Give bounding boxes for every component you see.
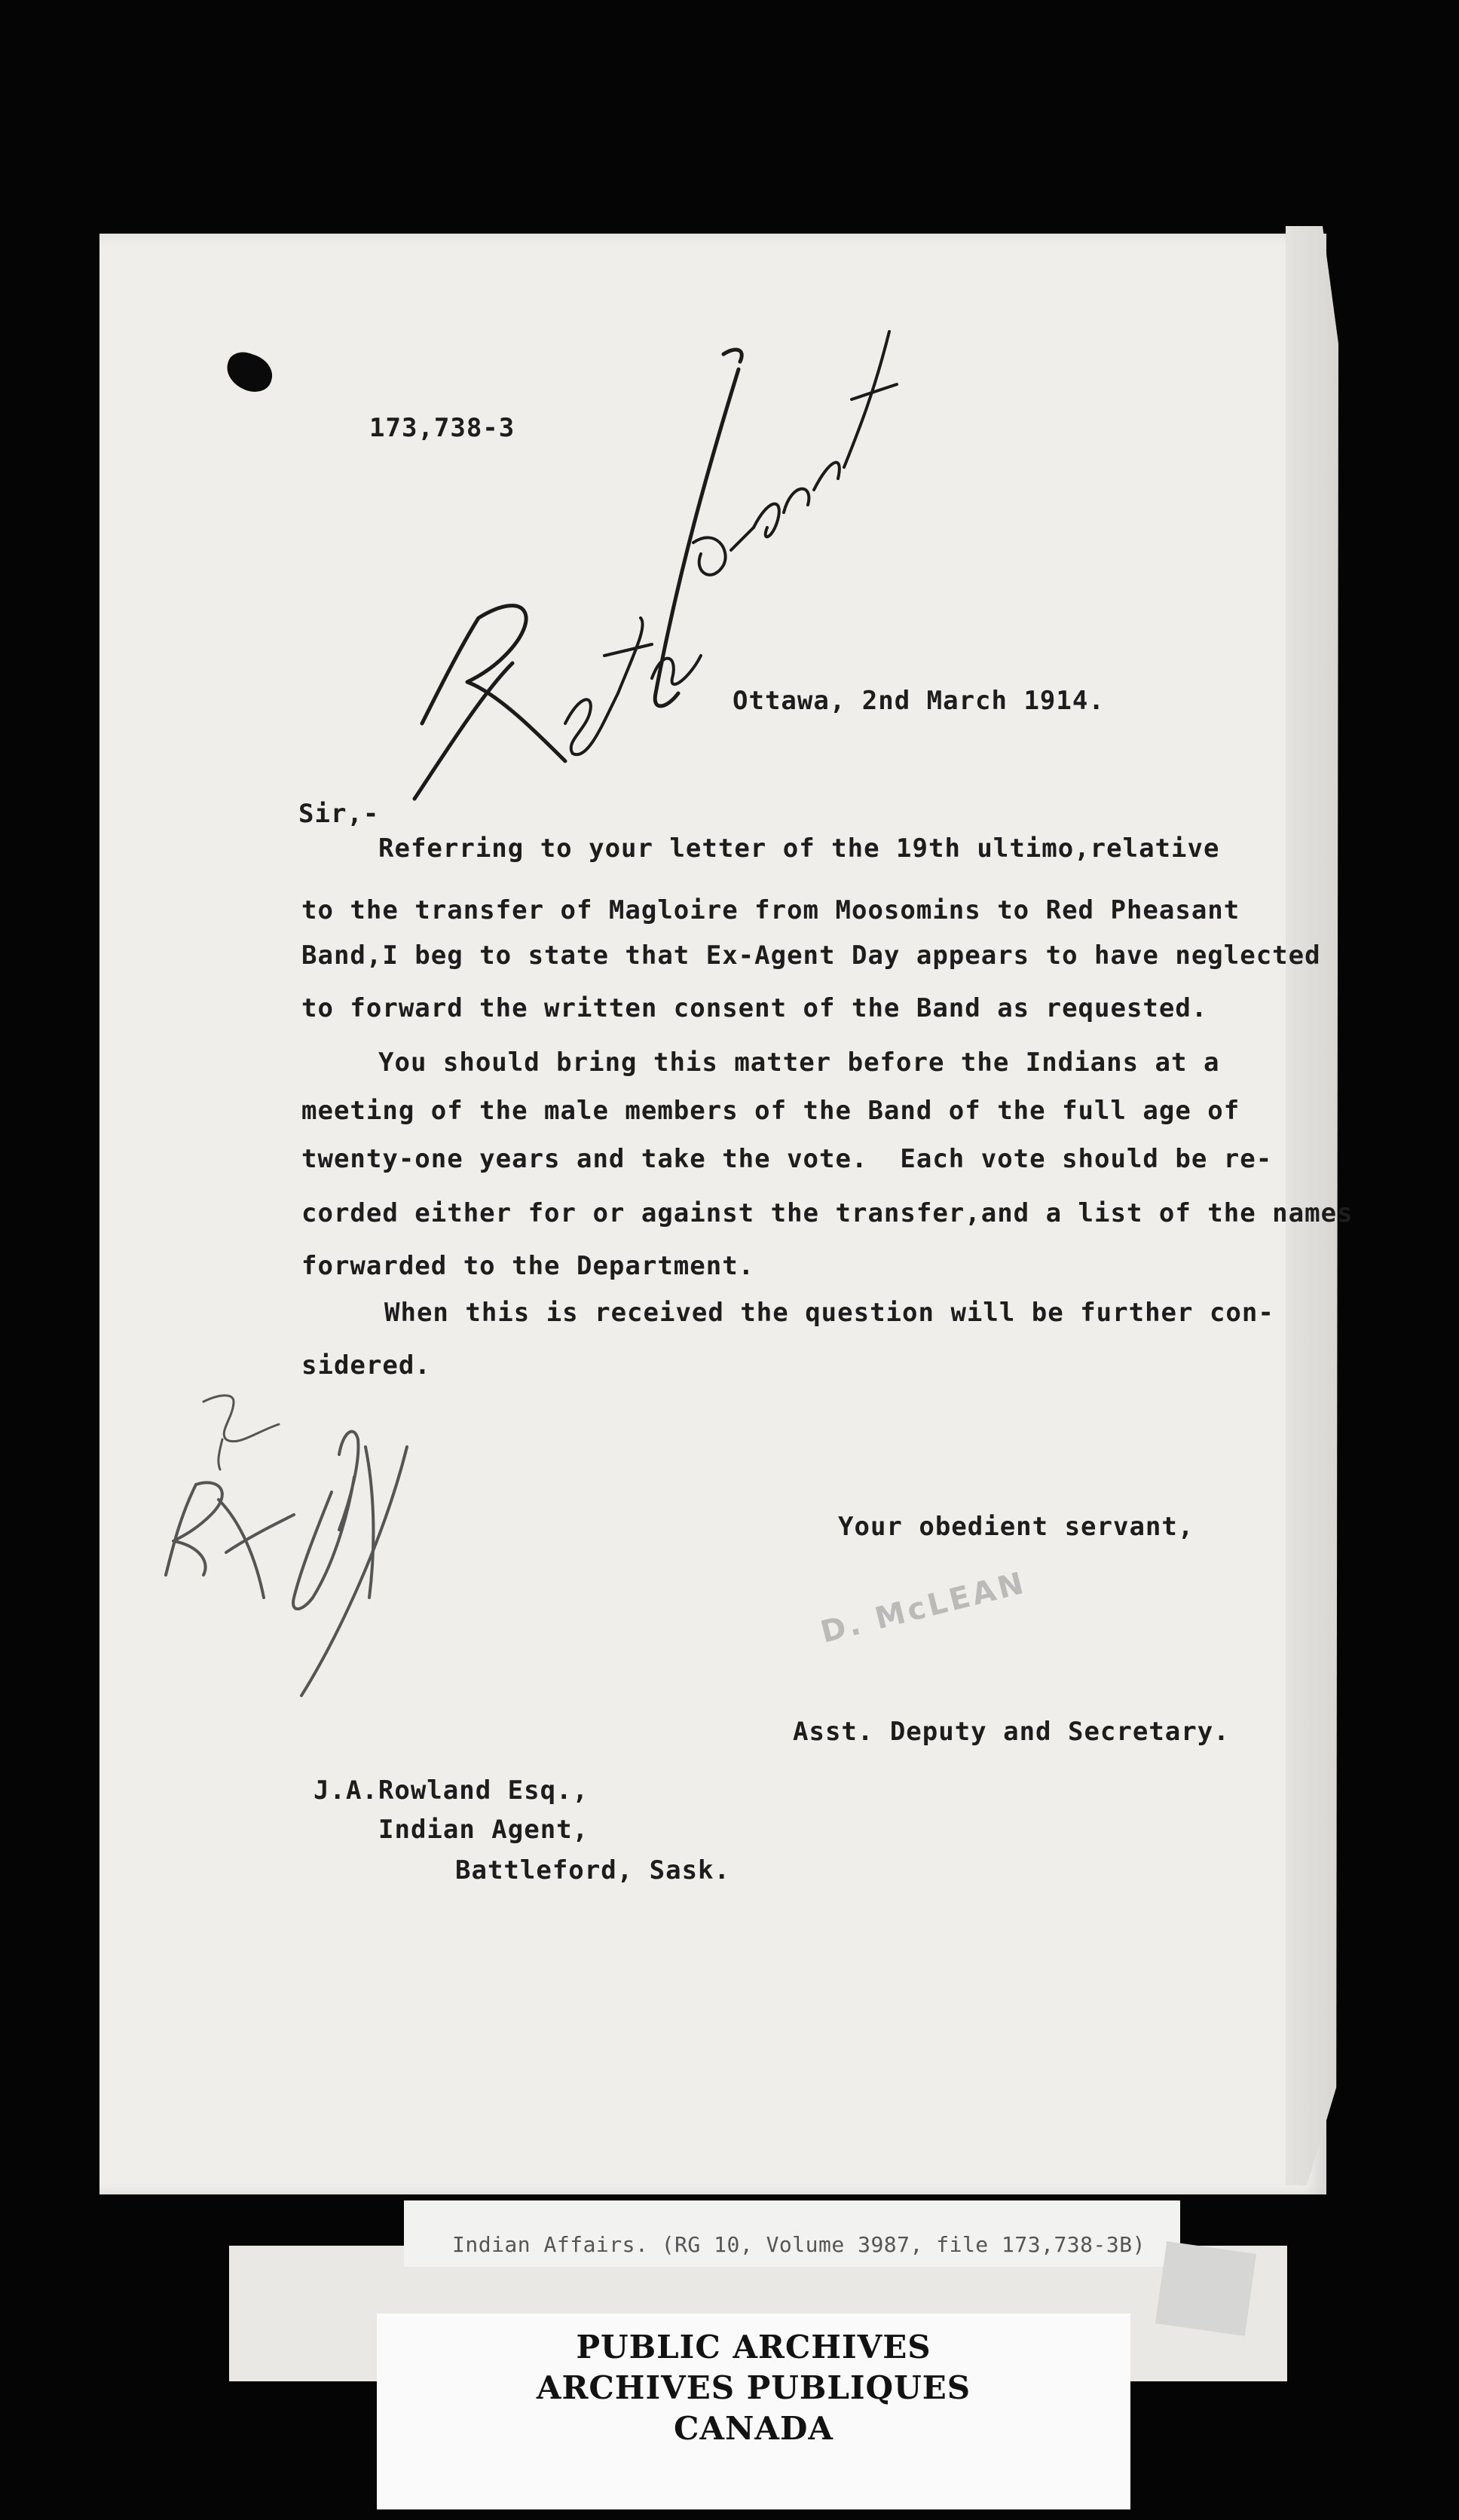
handwritten-annotation [392,301,965,829]
body-line: Band,I beg to state that Ex-Agent Day appears to have neglected [301,940,1321,971]
body-line: Referring to your letter of the 19th ultimo,relative [378,833,1220,864]
tape-piece [1155,2241,1256,2336]
archive-reference: Indian Affairs. (RG 10, Volume 3987, file 173,738-3B) [452,2232,1145,2257]
body-line: twenty-one years and take the vote. Each vote should be re- [301,1144,1273,1174]
signature-title: Asst. Deputy and Secretary. [793,1717,1230,1747]
body-line: When this is received the question will be further con- [384,1298,1274,1328]
archive-stamp-line: CANADA [673,2410,833,2447]
body-line: forwarded to the Department. [301,1251,755,1281]
salutation: Sir,- [298,799,380,829]
handwritten-initials [151,1372,497,1733]
address-line: J.A.Rowland Esq., [314,1775,589,1806]
archive-stamp-line: PUBLIC ARCHIVES [576,2329,931,2366]
body-line: to the transfer of Magloire from Moosomins to Red Pheasant [301,895,1240,925]
signature-stamp: D. McLEAN [817,1565,1030,1650]
body-line: meeting of the male members of the Band of the full age of [301,1096,1240,1126]
archive-stamp-line: ARCHIVES PUBLIQUES [536,2369,971,2406]
body-line: to forward the written consent of the Band as requested. [301,993,1208,1023]
closing: Your obedient servant, [838,1512,1194,1542]
body-line: corded either for or against the transfer,and a list of the names [301,1198,1353,1228]
address-line: Indian Agent, [378,1815,589,1845]
body-line: sidered. [301,1350,431,1381]
place-date: Ottawa, 2nd March 1914. [733,686,1105,716]
archive-stamp [377,2314,1130,2509]
body-line: You should bring this matter before the Indians at a [378,1047,1220,1078]
address-line: Battleford, Sask. [455,1855,730,1885]
file-number: 173,738-3 [369,413,515,443]
